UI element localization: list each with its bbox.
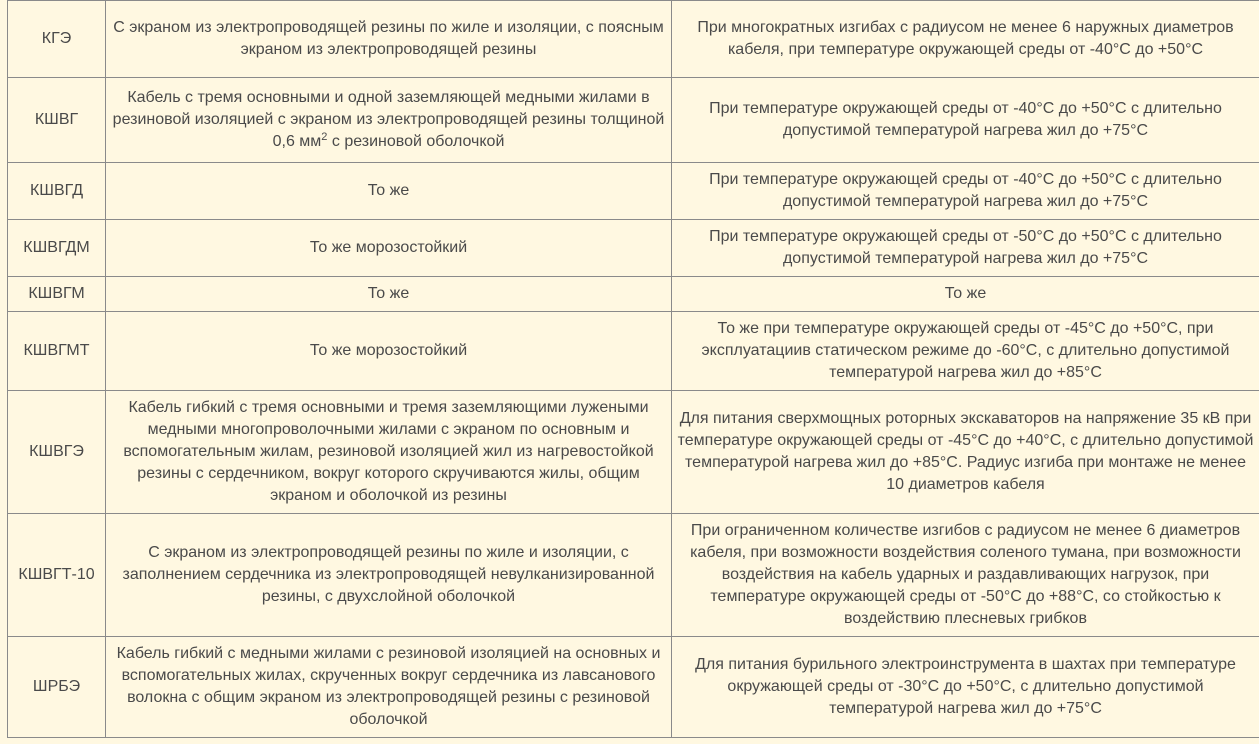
cable-code-cell: КГЭ xyxy=(8,1,106,78)
cable-conditions-cell: При многократных изгибах с радиусом не менее 6 наружных диаметров кабеля, при температуре окружающей среды от -40°С до +50°С xyxy=(672,1,1259,78)
cable-description-cell: То же морозостойкий xyxy=(106,312,672,391)
cable-conditions-cell: Для питания бурильного электроинструмента в шахтах при температуре окружающей среды от -30°С до +50°С, с длительно допустимой температурой нагрева жил до +75°С xyxy=(672,637,1259,738)
cable-description-cell: С экраном из электропроводящей резины по жиле и изоляции, с заполнением сердечника из электропроводящей невулканизированной резины, с двухслойной оболочкой xyxy=(106,514,672,637)
superscript: 2 xyxy=(321,131,328,143)
cable-code-cell: КШВГЭ xyxy=(8,391,106,514)
table-row xyxy=(8,277,1259,312)
table-row xyxy=(8,312,1259,391)
cable-code-cell: КШВГТ-10 xyxy=(8,514,106,637)
description-text: Кабель с тремя основными и одной заземляющей медными жилами в резиновой изоляцией с экраном из электропроводящей резины толщиной 0,6 мм xyxy=(112,89,665,150)
table-row xyxy=(8,391,1259,514)
cable-conditions-cell: Для питания сверхмощных роторных экскаваторов на напряжение 35 кВ при температуре окружающей среды от -45°С до +40°С, с длительно допустимой температурой нагрева жил до +85°С. Радиус изгиба при монтаже не менее 10 диаметров кабеля xyxy=(672,391,1259,514)
table-row xyxy=(8,637,1259,738)
cable-code-cell: КШВГМТ xyxy=(8,312,106,391)
table-row xyxy=(8,220,1259,277)
cable-conditions-cell: При температуре окружающей среды от -40°С до +50°С с длительно допустимой температурой нагрева жил до +75°С xyxy=(672,163,1259,220)
cable-description-cell xyxy=(106,78,672,163)
description-text-end: с резиновой оболочкой xyxy=(327,133,505,150)
cable-conditions-cell: При температуре окружающей среды от -40°С до +50°С с длительно допустимой температурой нагрева жил до +75°С xyxy=(672,78,1259,163)
cable-code-cell: КШВГДМ xyxy=(8,220,106,277)
table-row xyxy=(8,1,1259,78)
table-row xyxy=(8,514,1259,637)
cable-conditions-cell: То же xyxy=(672,277,1259,312)
cable-description-cell: С экраном из электропроводящей резины по жиле и изоляции, с поясным экраном из электропроводящей резины xyxy=(106,1,672,78)
cable-code-cell: КШВГ xyxy=(8,78,106,163)
cable-conditions-cell: При ограниченном количестве изгибов с радиусом не менее 6 диаметров кабеля, при возможности воздействия соленого тумана, при возможности воздействия на кабель ударных и раздавливающих нагрузок, при температуре окружающей среды от -50°С до +88°С, со стойкостью к воздействию плесневых грибков xyxy=(672,514,1259,637)
cable-conditions-cell: При температуре окружающей среды от -50°С до +50°С с длительно допустимой температурой нагрева жил до +75°С xyxy=(672,220,1259,277)
cable-description-cell: Кабель гибкий с тремя основными и тремя заземляющими лужеными медными многопроволочными жилами с экраном по основным и вспомогательным жилам, резиновой изоляцией жил из нагревостойкой резины с сердечником, вокруг которого скручиваются жилы, общим экраном и оболочкой из резины xyxy=(106,391,672,514)
cable-conditions-cell: То же при температуре окружающей среды от -45°С до +50°С, при эксплуатациив статическом режиме до -60°С, с длительно допустимой температурой нагрева жил до +85°С xyxy=(672,312,1259,391)
cable-description-cell: То же морозостойкий xyxy=(106,220,672,277)
cable-types-table xyxy=(7,0,1259,738)
cable-code-cell: КШВГД xyxy=(8,163,106,220)
cable-description-cell: Кабель гибкий с медными жилами с резиновой изоляцией на основных и вспомогательных жилах, скрученных вокруг сердечника из лавсанового волокна с общим экраном из электропроводящей резины с резиновой оболочкой xyxy=(106,637,672,738)
cable-description-cell: То же xyxy=(106,163,672,220)
table-row xyxy=(8,163,1259,220)
cable-description-cell: То же xyxy=(106,277,672,312)
cable-code-cell: КШВГМ xyxy=(8,277,106,312)
table-row xyxy=(8,78,1259,163)
cable-code-cell: ШРБЭ xyxy=(8,637,106,738)
